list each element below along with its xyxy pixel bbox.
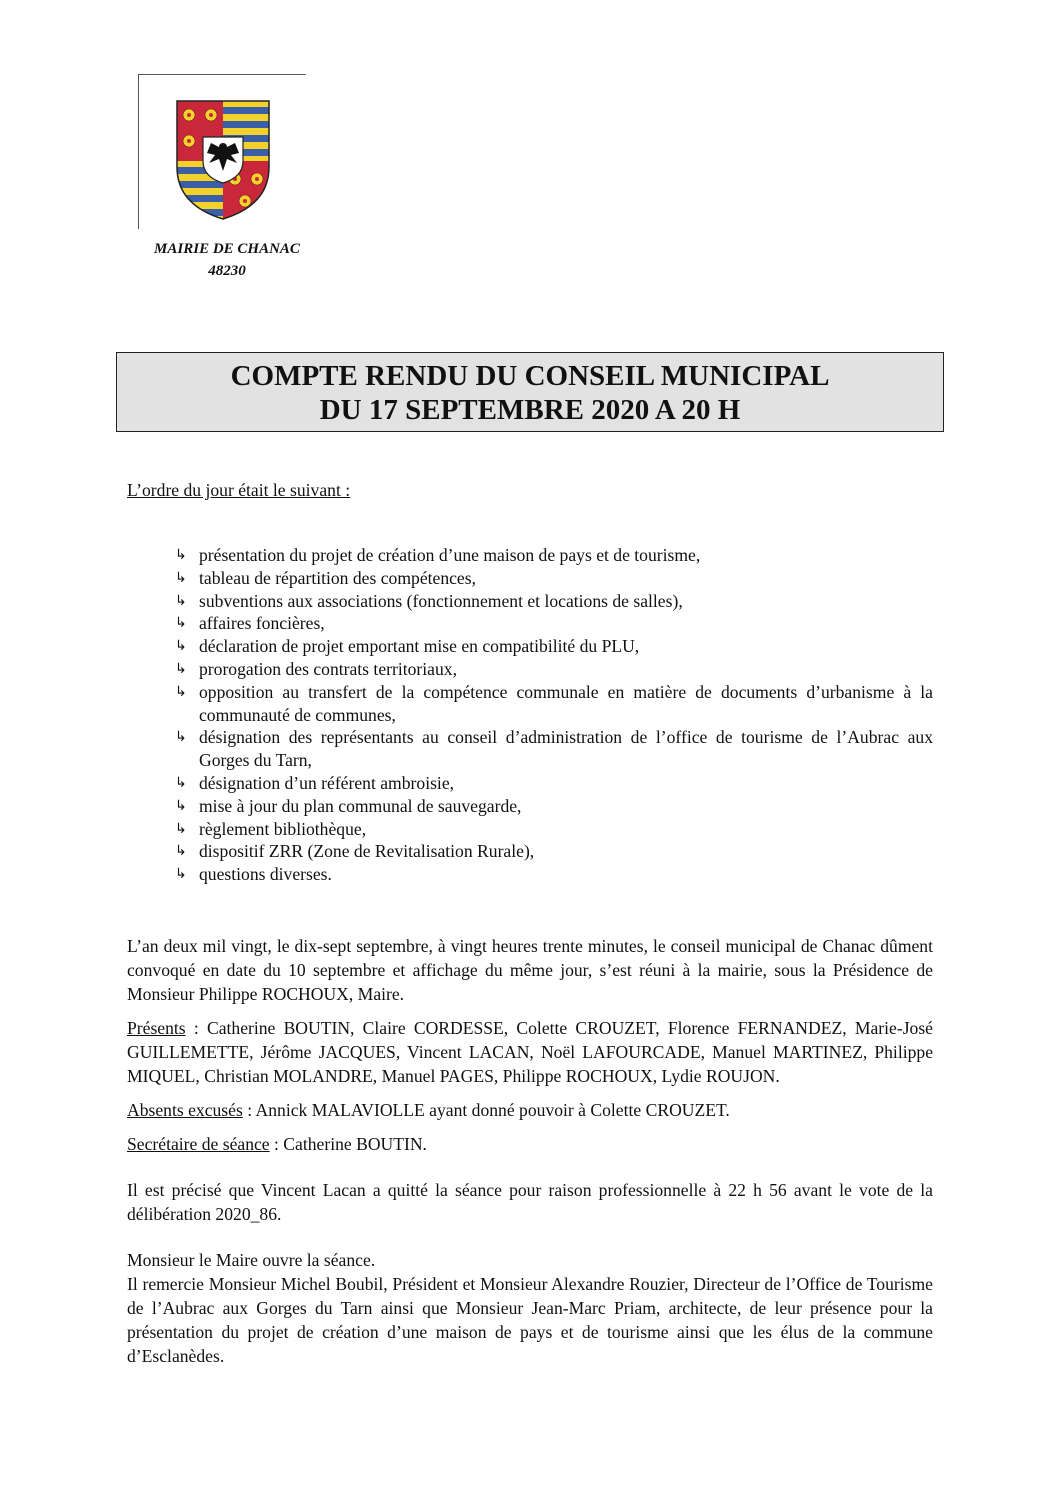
agenda-item bbox=[175, 772, 933, 795]
precision-paragraph: Il est précisé que Vincent Lacan a quitté la séance pour raison professionnelle à 22 h 56 avant le vote de la délibération 2020_86. bbox=[127, 1179, 933, 1224]
presents-paragraph bbox=[127, 1016, 933, 1088]
agenda-item bbox=[175, 818, 933, 841]
agenda-item-text: prorogation des contrats territoriaux, bbox=[199, 658, 457, 679]
agenda-intro: L’ordre du jour était le suivant : bbox=[127, 480, 351, 500]
arrow-bullet-icon: ↳ bbox=[175, 820, 187, 837]
agenda-item-text: mise à jour du plan communal de sauvegarde, bbox=[199, 795, 522, 816]
agenda-item bbox=[175, 635, 933, 658]
presents-label: Présents bbox=[127, 1017, 186, 1038]
agenda-item-text: règlement bibliothèque, bbox=[199, 818, 367, 839]
arrow-bullet-icon: ↳ bbox=[175, 683, 187, 700]
secretaire-paragraph bbox=[127, 1132, 933, 1156]
absents-list: : Annick MALAVIOLLE ayant donné pouvoir à Colette CROUZET. bbox=[242, 1099, 730, 1120]
agenda-item-text: tableau de répartition des compétences, bbox=[199, 567, 476, 588]
agenda-item bbox=[175, 681, 933, 727]
arrow-bullet-icon: ↳ bbox=[175, 615, 187, 632]
agenda-list bbox=[175, 544, 933, 886]
absents-paragraph bbox=[127, 1098, 933, 1122]
agenda-item-text: désignation des représentants au conseil d’administration de l’office de tourisme de l’Aubrac aux Gorges du Tarn, bbox=[199, 727, 933, 771]
remerciements-paragraph: Il remercie Monsieur Michel Boubil, Président et Monsieur Alexandre Rouzier, Directeur de l’Office de Tourisme de l’Aubrac aux Gorges du Tarn ainsi que Monsieur Jean-Marc Priam, architecte, de leur présence pour la présentation du projet de création d’une maison de pays et de tourisme ainsi que les élus de la commune d’Esclanèdes. bbox=[127, 1273, 933, 1366]
document-body bbox=[127, 478, 933, 1368]
coat-of-arms-icon bbox=[173, 97, 273, 222]
logo-frame bbox=[138, 74, 306, 229]
arrow-bullet-icon: ↳ bbox=[175, 843, 187, 860]
arrow-bullet-icon: ↳ bbox=[175, 729, 187, 746]
agenda-item bbox=[175, 795, 933, 818]
title-line-2: DU 17 SEPTEMBRE 2020 A 20 H bbox=[319, 394, 741, 426]
arrow-bullet-icon: ↳ bbox=[175, 569, 187, 586]
ouverture-paragraph: Monsieur le Maire ouvre la séance. bbox=[127, 1249, 376, 1270]
arrow-bullet-icon: ↳ bbox=[175, 547, 187, 563]
arrow-bullet-icon: ↳ bbox=[175, 660, 187, 677]
mairie-header bbox=[140, 238, 314, 282]
agenda-item bbox=[175, 658, 933, 681]
agenda-item-text: opposition au transfert de la compétence communale en matière de documents d’urbanisme à la communauté de communes, bbox=[199, 681, 933, 725]
agenda-item bbox=[175, 567, 933, 590]
agenda-item-text: déclaration de projet emportant mise en compatibilité du PLU, bbox=[199, 636, 640, 657]
agenda-item-text: affaires foncières, bbox=[199, 613, 325, 634]
agenda-item-text: dispositif ZRR (Zone de Revitalisation Rurale), bbox=[199, 841, 535, 862]
agenda-item-text: questions diverses. bbox=[199, 864, 332, 885]
agenda-item bbox=[175, 863, 933, 886]
agenda-item bbox=[175, 612, 933, 635]
absents-label: Absents excusés bbox=[127, 1099, 243, 1120]
mairie-postcode: 48230 bbox=[208, 263, 246, 279]
mairie-name: MAIRIE DE CHANAC bbox=[154, 241, 300, 257]
presents-list: : Catherine BOUTIN, Claire CORDESSE, Colette CROUZET, Florence FERNANDEZ, Marie-José GUILLEMETTE, Jérôme JACQUES, Vincent LACAN, Noël LAFOURCADE, Manuel MARTINEZ, Philippe MIQUEL, Christian MOLANDRE, Manuel PAGES, Philippe ROCHOUX, Lydie ROUJON. bbox=[127, 1017, 933, 1086]
agenda-item-text: subventions aux associations (fonctionnement et locations de salles), bbox=[199, 590, 683, 611]
arrow-bullet-icon: ↳ bbox=[175, 866, 187, 883]
title-line-1: COMPTE RENDU DU CONSEIL MUNICIPAL bbox=[230, 360, 830, 392]
secretaire-name: : Catherine BOUTIN. bbox=[269, 1133, 427, 1154]
arrow-bullet-icon: ↳ bbox=[175, 638, 187, 655]
document-title bbox=[116, 352, 944, 432]
arrow-bullet-icon: ↳ bbox=[175, 797, 187, 814]
agenda-item-text: présentation du projet de création d’une maison de pays et de tourisme, bbox=[199, 545, 701, 565]
secretaire-label: Secrétaire de séance bbox=[127, 1133, 270, 1154]
arrow-bullet-icon: ↳ bbox=[175, 774, 187, 791]
agenda-item bbox=[175, 590, 933, 613]
agenda-item bbox=[175, 544, 933, 567]
agenda-item bbox=[175, 840, 933, 863]
opening-paragraph: L’an deux mil vingt, le dix-sept septembre, à vingt heures trente minutes, le conseil municipal de Chanac dûment convoqué en date du 10 septembre et affichage du même jour, s’est réuni à la mairie, sous la Présidence de Monsieur Philippe ROCHOUX, Maire. bbox=[127, 935, 933, 1004]
agenda-item-text: désignation d’un référent ambroisie, bbox=[199, 772, 455, 793]
arrow-bullet-icon: ↳ bbox=[175, 592, 187, 609]
agenda-item bbox=[175, 726, 933, 772]
